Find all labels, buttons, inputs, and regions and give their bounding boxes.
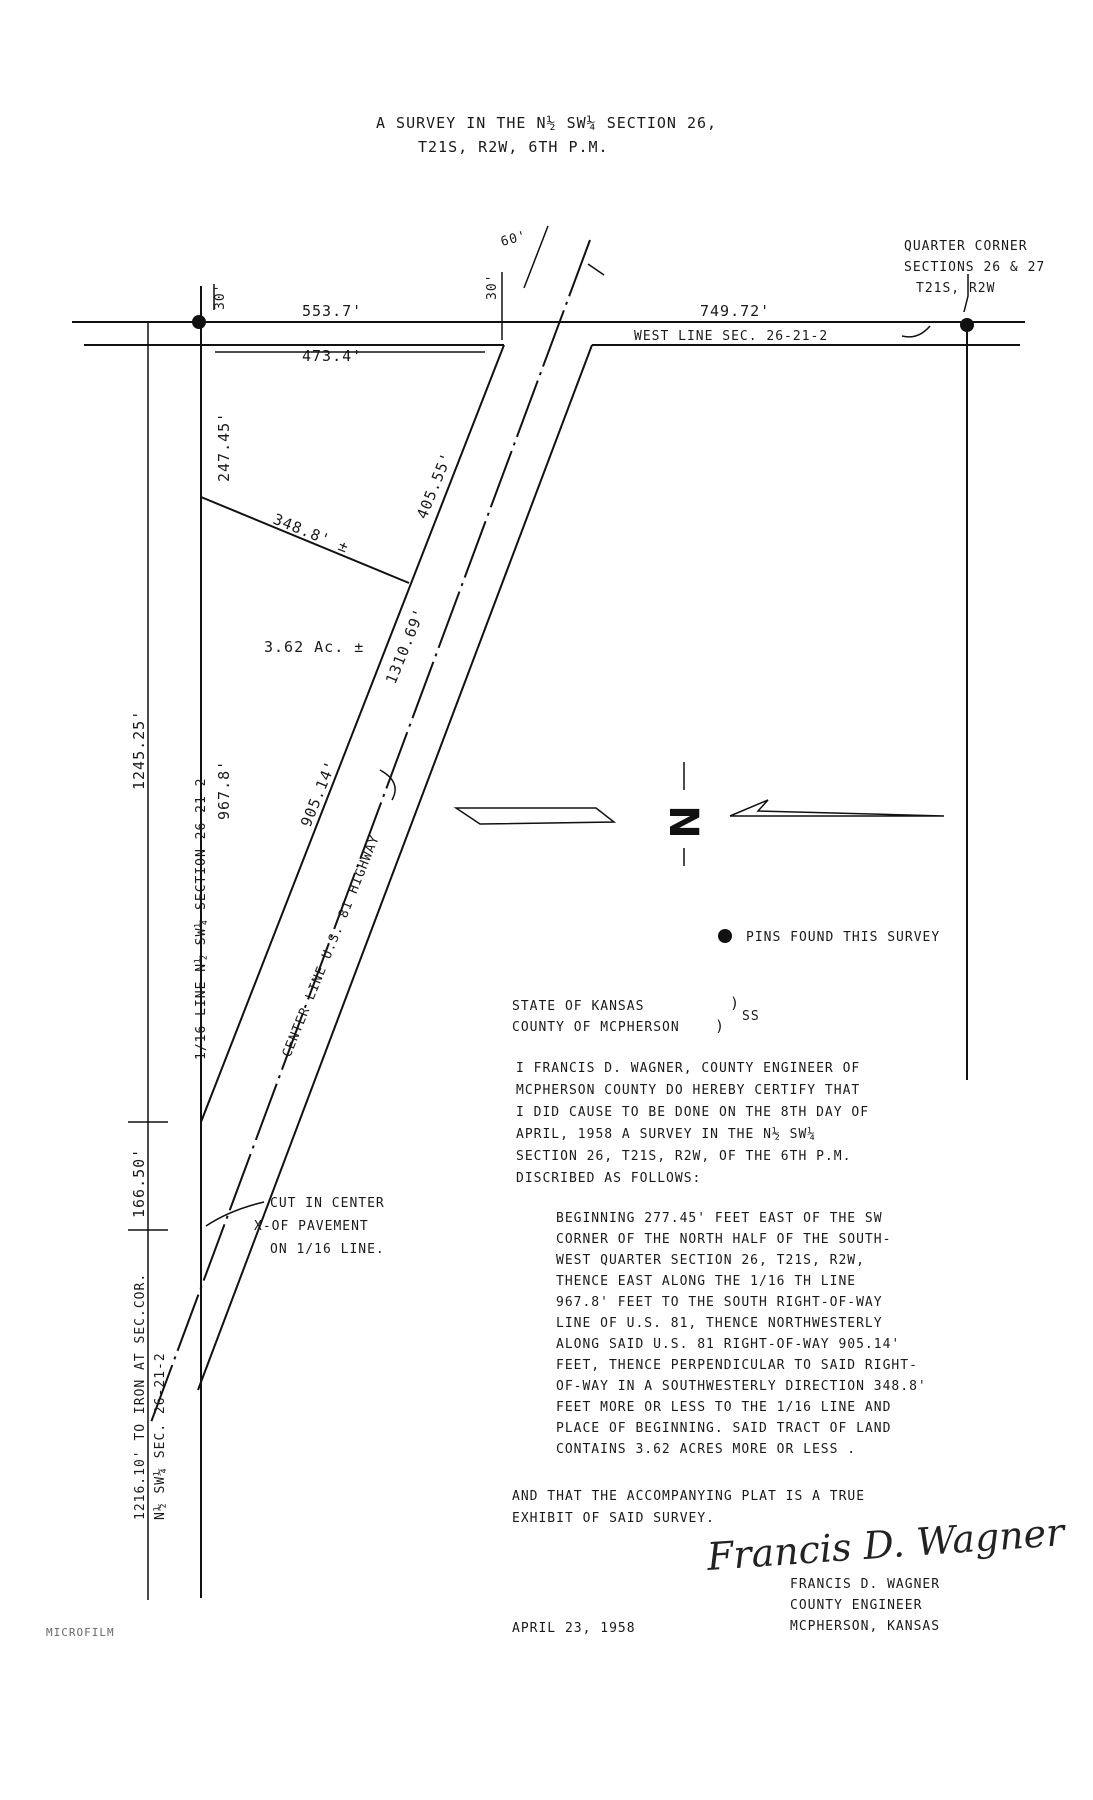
- title-line-2: T21S, R2W, 6TH P.M.: [418, 138, 609, 156]
- legend-pins-text: PINS FOUND THIS SURVEY: [746, 930, 941, 945]
- cert-intro-line: SECTION 26, T21S, R2W, OF THE 6TH P.M.: [516, 1149, 852, 1164]
- cert-description-line: BEGINNING 277.45' FEET EAST OF THE SW: [556, 1211, 883, 1226]
- cert-closing-line: EXHIBIT OF SAID SURVEY.: [512, 1511, 716, 1526]
- signature-script: Francis D. Wagner: [705, 1510, 1066, 1579]
- cert-intro-line: I FRANCIS D. WAGNER, COUNTY ENGINEER OF: [516, 1061, 861, 1076]
- cert-description-line: WEST QUARTER SECTION 26, T21S, R2W,: [556, 1253, 865, 1268]
- iron-reference-2: N½ SW¼ SEC. 26-21-2: [153, 1352, 168, 1520]
- cert-description-line: CORNER OF THE NORTH HALF OF THE SOUTH-: [556, 1232, 892, 1247]
- cut-note-line-2: X-OF PAVEMENT: [254, 1219, 369, 1234]
- cert-description-line: OF-WAY IN A SOUTHWESTERLY DIRECTION 348.8': [556, 1379, 927, 1394]
- row-line-south-highway: [201, 345, 504, 1122]
- acreage-label: 3.62 Ac. ±: [264, 638, 365, 656]
- cert-description-line: 967.8' FEET TO THE SOUTH RIGHT-OF-WAY: [556, 1295, 883, 1310]
- center-line-label: CENTER LINE U.S. 81 HIGHWAY: [279, 832, 383, 1060]
- cert-description-line: FEET, THENCE PERPENDICULAR TO SAID RIGHT-: [556, 1358, 918, 1373]
- signature-place: MCPHERSON, KANSAS: [790, 1619, 941, 1634]
- cert-closing-line: AND THAT THE ACCOMPANYING PLAT IS A TRUE: [512, 1489, 866, 1504]
- quarter-corner-line-2: SECTIONS 26 & 27: [904, 260, 1046, 275]
- dim-1245: 1245.25': [130, 709, 148, 790]
- dim-473: 473.4': [302, 347, 363, 365]
- cert-ss: SS: [742, 1009, 760, 1024]
- cert-description-line: THENCE EAST ALONG THE 1/16 TH LINE: [556, 1274, 857, 1289]
- west-line-leader: [902, 326, 930, 337]
- dim-247: 247.45': [215, 411, 233, 482]
- cert-paren-1: ): [730, 994, 741, 1012]
- dim-60: 60': [499, 228, 529, 250]
- dim-30-mid: 30': [485, 273, 500, 300]
- dim-166: 166.50': [130, 1147, 148, 1218]
- cert-intro-line: I DID CAUSE TO BE DONE ON THE 8TH DAY OF: [516, 1105, 870, 1120]
- title-line-1: A SURVEY IN THE N½ SW¼ SECTION 26,: [376, 114, 718, 132]
- dim-30-left: 30': [213, 283, 228, 310]
- dim-553: 553.7': [302, 302, 363, 320]
- cut-note-line-3: ON 1/16 LINE.: [270, 1242, 385, 1257]
- row-width-tick-right: [588, 264, 604, 275]
- dim-1310: 1310.69': [382, 605, 429, 687]
- quarter-corner-line-3: T21S, R2W: [916, 281, 996, 296]
- signature-title: COUNTY ENGINEER: [790, 1598, 923, 1613]
- cert-description-line: PLACE OF BEGINNING. SAID TRACT OF LAND: [556, 1421, 892, 1436]
- pin-survey-corner: [192, 315, 206, 329]
- survey-date: APRIL 23, 1958: [512, 1621, 636, 1636]
- legend-pin-icon: [718, 929, 732, 943]
- cert-description-line: FEET MORE OR LESS TO THE 1/16 LINE AND: [556, 1400, 892, 1415]
- cert-intro-line: DISCRIBED AS FOLLOWS:: [516, 1171, 702, 1186]
- pin-quarter-corner: [960, 318, 974, 332]
- microfilm-stamp: MICROFILM: [46, 1626, 115, 1639]
- quarter-corner-line-1: QUARTER CORNER: [904, 239, 1028, 254]
- north-arrow-letter: N: [660, 805, 706, 839]
- cert-description-line: ALONG SAID U.S. 81 RIGHT-OF-WAY 905.14': [556, 1337, 901, 1352]
- cert-intro-line: MCPHERSON COUNTY DO HEREBY CERTIFY THAT: [516, 1083, 861, 1098]
- dim-348: 348.8' ±: [270, 510, 352, 557]
- cert-description: [556, 1211, 927, 1457]
- north-arrow: [456, 762, 944, 866]
- cert-intro-line: APRIL, 1958 A SURVEY IN THE N½ SW¼: [516, 1127, 817, 1142]
- cert-county: COUNTY OF MCPHERSON: [512, 1020, 680, 1035]
- sixteenth-line-label: 1/16 LINE N½ SW¼ SECTION 26-21-2: [194, 777, 209, 1060]
- cert-state: STATE OF KANSAS: [512, 999, 645, 1014]
- dim-749: 749.72': [700, 302, 771, 320]
- north-arrow-shaft-left: [456, 808, 614, 824]
- north-arrow-shaft-right: [730, 800, 944, 816]
- dim-405: 405.55': [413, 449, 457, 522]
- cert-intro: [516, 1061, 869, 1186]
- cert-description-line: CONTAINS 3.62 ACRES MORE OR LESS .: [556, 1442, 857, 1457]
- west-line-label: WEST LINE SEC. 26-21-2: [634, 329, 829, 344]
- cert-paren-2: ): [715, 1017, 726, 1035]
- cert-description-line: LINE OF U.S. 81, THENCE NORTHWESTERLY: [556, 1316, 883, 1331]
- dim-905: 905.14': [297, 757, 341, 830]
- dim-967: 967.8': [215, 759, 233, 820]
- iron-reference-1: 1216.10' TO IRON AT SEC.COR.: [133, 1272, 148, 1520]
- row-width-tick-left: [524, 226, 548, 288]
- cut-note-line-1: CUT IN CENTER: [270, 1196, 385, 1211]
- signature-name: FRANCIS D. WAGNER: [790, 1577, 941, 1592]
